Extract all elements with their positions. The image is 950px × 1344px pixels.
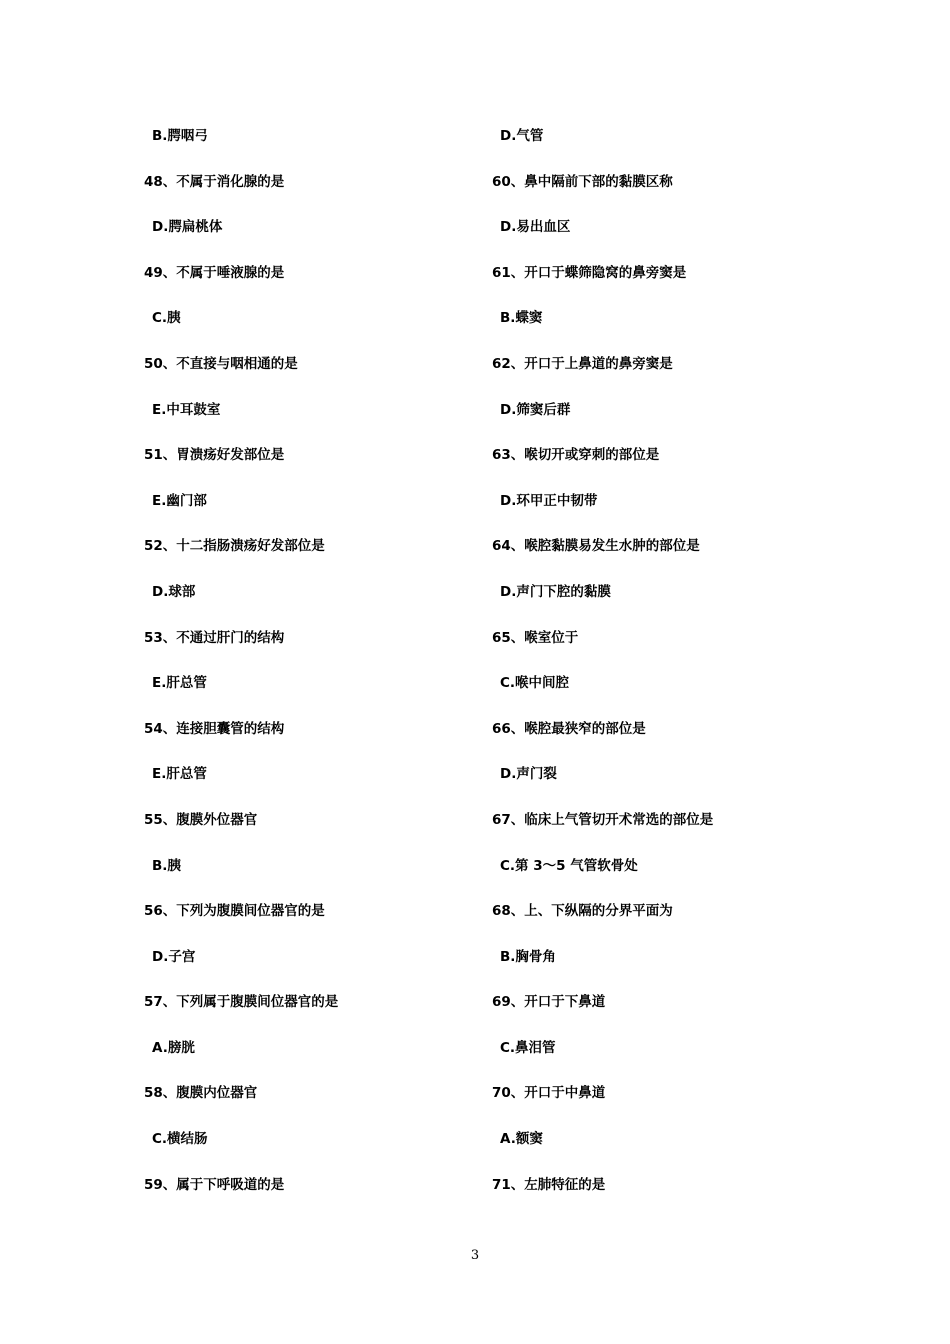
answer-text: D.气管 [500,128,544,144]
question-text: 59、属于下呼吸道的是 [144,1176,285,1193]
answer-text: B.胸骨角 [500,948,556,965]
answer-text: E.肝总管 [152,766,207,783]
question-text: 66、喉腔最狭窄的部位是 [492,720,646,737]
answer-text: D.子宫 [152,948,196,965]
question-text: 63、喉切开或穿刺的部位是 [492,447,660,464]
question-text: 51、胃溃疡好发部位是 [144,447,285,464]
question-text: 53、不通过肝门的结构 [144,629,285,646]
answer-text: C.喉中间腔 [500,675,570,692]
answer-text: E.肝总管 [152,675,207,692]
page-number: 3 [470,1248,480,1263]
answer-text: B.胰 [152,857,181,874]
question-text: 58、腹膜内位器官 [144,1085,258,1102]
question-text: 48、不属于消化腺的是 [144,173,285,190]
question-text: 54、连接胆囊管的结构 [144,720,285,737]
answer-text: D.易出血区 [500,219,571,236]
question-text: 69、开口于下鼻道 [492,994,606,1011]
answer-text: B.腭咽弓 [152,128,208,144]
question-text: 64、喉腔黏膜易发生水肿的部位是 [492,538,700,555]
answer-text: D.筛窦后群 [500,401,571,418]
question-text: 68、上、下纵隔的分界平面为 [492,903,673,920]
left-column [144,126,474,1220]
question-text: 70、开口于中鼻道 [492,1085,606,1102]
question-text: 60、鼻中隔前下部的黏膜区称 [492,173,673,190]
question-text: 52、十二指肠溃疡好发部位是 [144,538,325,555]
answer-text: B.蝶窦 [500,310,543,327]
answer-text: D.腭扁桃体 [152,219,223,236]
question-text: 71、左肺特征的是 [492,1176,606,1193]
answer-text: A.膀胱 [152,1039,195,1056]
answer-text: E.中耳鼓室 [152,401,221,418]
question-text: 57、下列属于腹膜间位器官的是 [144,994,339,1011]
right-column [492,126,822,1220]
question-text: 49、不属于唾液腺的是 [144,264,285,281]
answer-text: C.胰 [152,310,181,327]
answer-text: C.鼻泪管 [500,1039,556,1056]
answer-text: D.球部 [152,583,196,600]
question-text: 61、开口于蝶筛隐窝的鼻旁窦是 [492,264,687,281]
question-text: 56、下列为腹膜间位器官的是 [144,903,325,920]
answer-text: D.环甲正中韧带 [500,492,598,509]
answer-text: D.声门裂 [500,766,557,783]
answer-text: D.声门下腔的黏膜 [500,583,611,600]
answer-text: A.额窦 [500,1131,543,1148]
question-text: 55、腹膜外位器官 [144,811,258,828]
question-text: 67、临床上气管切开术常选的部位是 [492,811,714,828]
answer-text: C.第 3～5 气管软骨处 [500,857,638,874]
answer-text: E.幽门部 [152,492,207,509]
answer-text: C.横结肠 [152,1131,208,1148]
question-text: 62、开口于上鼻道的鼻旁窦是 [492,355,673,372]
question-text: 50、不直接与咽相通的是 [144,355,298,372]
question-text: 65、喉室位于 [492,629,579,646]
